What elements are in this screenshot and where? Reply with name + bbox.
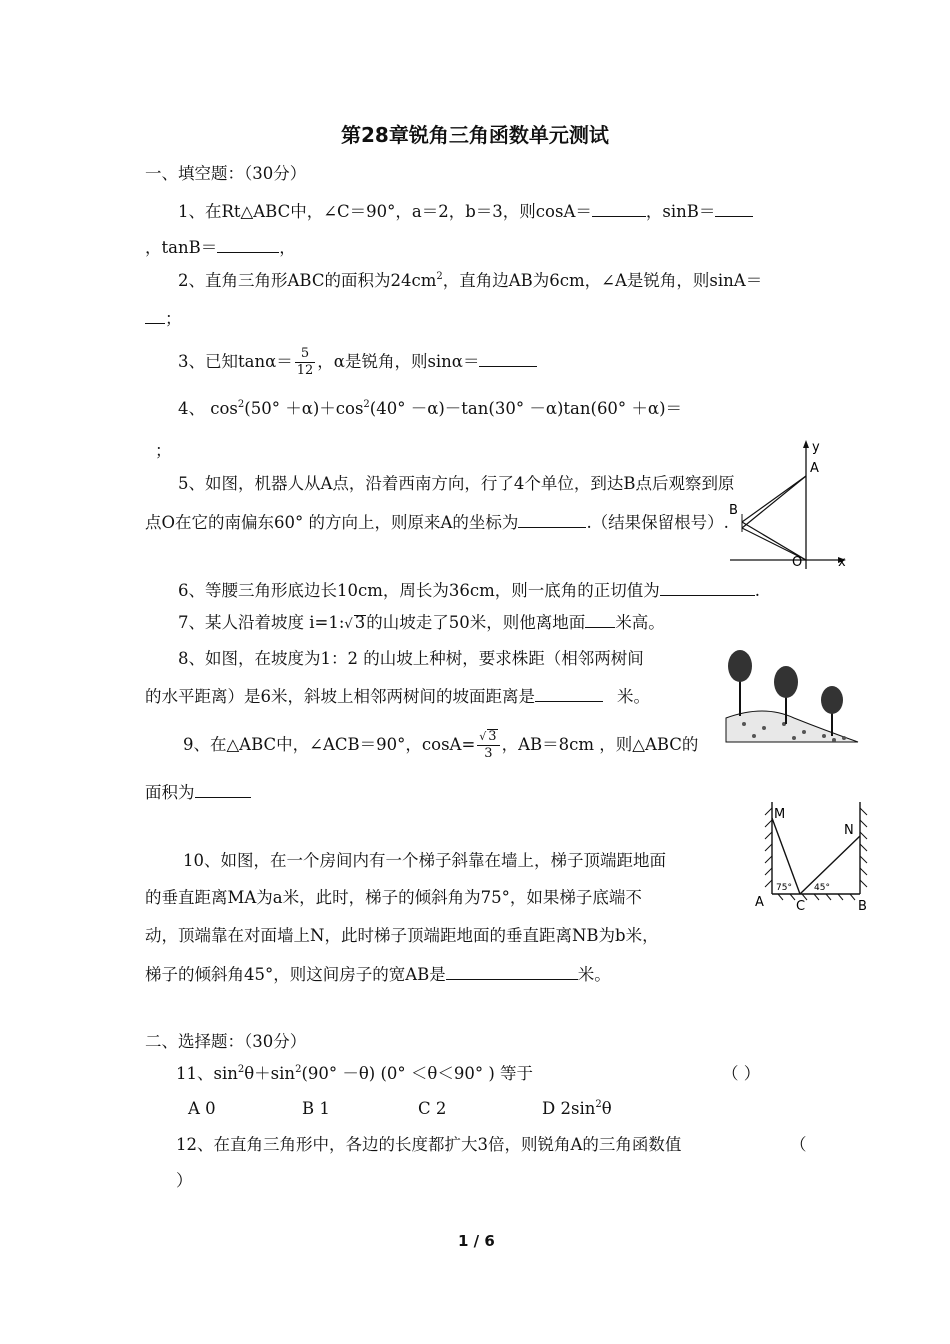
question-8-line-1: 8、如图，在坡度为1：2 的山坡上种树，要求株距（相邻两树间 (178, 649, 644, 668)
q3-text-b: ，α是锐角，则sinα＝ (317, 352, 480, 371)
question-5-line-1: 5、如图，机器人从A点，沿着西南方向，行了4个单位，到达B点后观察到原 (178, 474, 735, 493)
answer-blank[interactable] (715, 199, 753, 217)
label-angle-75: 75° (776, 883, 792, 893)
answer-paren[interactable]: （ ） (722, 1064, 761, 1083)
option-a[interactable]: A 0 (188, 1099, 216, 1118)
question-7: 7、某人沿着坡度 i=1:√ 3的山坡走了50米，则他离地面 米高。 (178, 610, 665, 636)
label-N: N (844, 823, 854, 838)
q6-text-a: 6、等腰三角形底边长10cm，周长为36cm，则一底角的正切值为 (178, 581, 660, 600)
question-9 (183, 728, 698, 762)
label-B: B (729, 503, 738, 518)
question-9-line-2 (145, 780, 251, 804)
question-10-line-2: 的垂直距离MA为a米，此时，梯子的倾斜角为75°，如果梯子底端不 (145, 888, 642, 907)
question-4-line-1: 4、 $\cos^2(50^\circ +\alpha)+\cos^2(40^\circ -\alpha)-\tan(30^\circ -\alpha)\tan(60^\circ +\alpha)=$ (178, 399, 683, 418)
question-10-line-1: 10、如图，在一个房间内有一个梯子斜靠在墙上，梯子顶端距地面 (183, 851, 666, 870)
question-1-line-2 (145, 235, 296, 259)
answer-paren-open[interactable]: （ (790, 1135, 807, 1154)
q5-text-a: 点O在它的南偏东60° 的方向上，则原来A的坐标为 (145, 513, 519, 532)
fraction: $\frac{√ 3}{3}$ (477, 729, 499, 762)
q9-text-c: 面积为 (145, 783, 195, 802)
page-number: 1 / 6 (458, 1232, 495, 1250)
q1-text-b: ，sinB＝ (645, 202, 716, 221)
q1-text-a: 1、在Rt△ABC中，∠C＝90°，a＝2，b＝3，则cosA＝ (178, 202, 592, 221)
q7-text-c: 米高。 (615, 613, 665, 632)
question-6 (178, 578, 760, 602)
q10-text-a: 梯子的倾斜角45°，则这间房子的宽AB是 (145, 965, 446, 984)
label-angle-45: 45° (814, 883, 830, 893)
label-A: A (755, 895, 764, 910)
option-d[interactable]: D $2\sin^2\theta$ (542, 1099, 612, 1118)
question-1-line-1 (178, 199, 753, 223)
q2-text-b: ，直角边AB为6cm，∠A是锐角，则sinA＝ (442, 271, 763, 290)
answer-blank[interactable] (145, 306, 165, 324)
section-heading-choice: 二、选择题：（30分） (145, 1032, 307, 1051)
question-12-line-1: 12、在直角三角形中，各边的长度都扩大3倍，则锐角A的三角函数值 (176, 1135, 682, 1154)
label-M: M (774, 807, 786, 822)
q2-text-c: ； (165, 309, 182, 328)
question-3 (178, 345, 537, 379)
tree-icon (728, 650, 752, 716)
figure-trees-on-slope (724, 644, 860, 748)
q4-text-a: 4、 cos (178, 399, 238, 418)
q7-text-b: 的山坡走了50米，则他离地面 (366, 613, 586, 632)
q6-text-b: . (754, 581, 761, 600)
question-2-line-2 (145, 306, 182, 330)
q11-text-a: 11、sin (176, 1064, 238, 1083)
answer-blank[interactable] (479, 349, 537, 367)
figure-ladder-room (752, 798, 882, 914)
answer-blank[interactable] (592, 199, 646, 217)
section-heading-fill-in: 一、填空题：（30分） (145, 164, 307, 183)
question-5-line-2 (145, 510, 729, 534)
label-C: C (796, 899, 806, 914)
q7-text-a: 7、某人沿着坡度 i=1: (178, 613, 345, 632)
q11-text-b: θ＋sin (244, 1064, 296, 1083)
question-10-line-3: 动，顶端靠在对面墙上N，此时梯子顶端距地面的垂直距离NB为b米， (145, 926, 659, 945)
answer-blank[interactable] (195, 780, 251, 798)
q1-text-d: ， (279, 238, 296, 257)
label-A: A (810, 461, 819, 476)
question-8-line-2 (145, 684, 650, 708)
page-title: 第28章锐角三角函数单元测试 (341, 123, 609, 147)
q4-text-b: (50° ＋α)＋cos (244, 399, 364, 418)
label-B: B (858, 899, 867, 914)
option-c[interactable]: C 2 (418, 1099, 447, 1118)
q9-text-a: 9、在△ABC中，∠ACB＝90°，cosA= (183, 735, 476, 754)
radicand: 3 (354, 613, 366, 632)
q8-text-a: 的水平距离）是6米，斜坡上相邻两树间的坡面距离是 (145, 687, 535, 706)
q11-text-c: (90° －θ) (0° ＜θ＜90° ) 等于 (301, 1064, 534, 1083)
label-x: x (838, 555, 846, 570)
answer-blank[interactable] (217, 235, 279, 253)
question-11: 11、$\sin^2\theta+\sin^2(90^\circ -\theta)$ (0° ＜θ＜90° ) 等于 (176, 1064, 534, 1083)
q3-text-a: 3、已知tanα＝ (178, 352, 293, 371)
answer-blank[interactable] (518, 510, 586, 528)
question-10-line-4 (145, 962, 611, 986)
answer-blank[interactable] (446, 962, 578, 980)
q1-text-c: ，tanB＝ (145, 238, 218, 257)
question-2-line-1: 2、直角三角形ABC的面积为$24cm^2$，直角边AB为6cm，∠A是锐角，则sinA＝ (178, 271, 763, 290)
option-b[interactable]: B 1 (302, 1099, 330, 1118)
q4-text-c: (40° －α)－tan(30° －α)tan(60° ＋α)＝ (369, 399, 683, 418)
tree-icon (821, 686, 843, 736)
answer-blank[interactable] (585, 610, 615, 628)
answer-blank[interactable] (660, 578, 755, 596)
q5-text-b: .（结果保留根号）. (586, 513, 729, 532)
answer-blank[interactable] (535, 684, 603, 702)
question-12-line-2: ） (176, 1171, 193, 1190)
question-4-line-2: ； (155, 441, 172, 460)
q8-text-b: 米。 (617, 687, 650, 706)
label-O: O (792, 555, 803, 570)
q2-text-a: 2、直角三角形ABC的面积为24cm (178, 271, 437, 290)
q10-text-b: 米。 (577, 965, 611, 984)
q9-text-b: ，AB＝8cm ，则△ABC的 (501, 735, 699, 754)
figure-coordinate-robot (726, 436, 850, 576)
label-y: y (812, 440, 820, 455)
fraction: $\frac{5}{12}$ (296, 346, 314, 378)
